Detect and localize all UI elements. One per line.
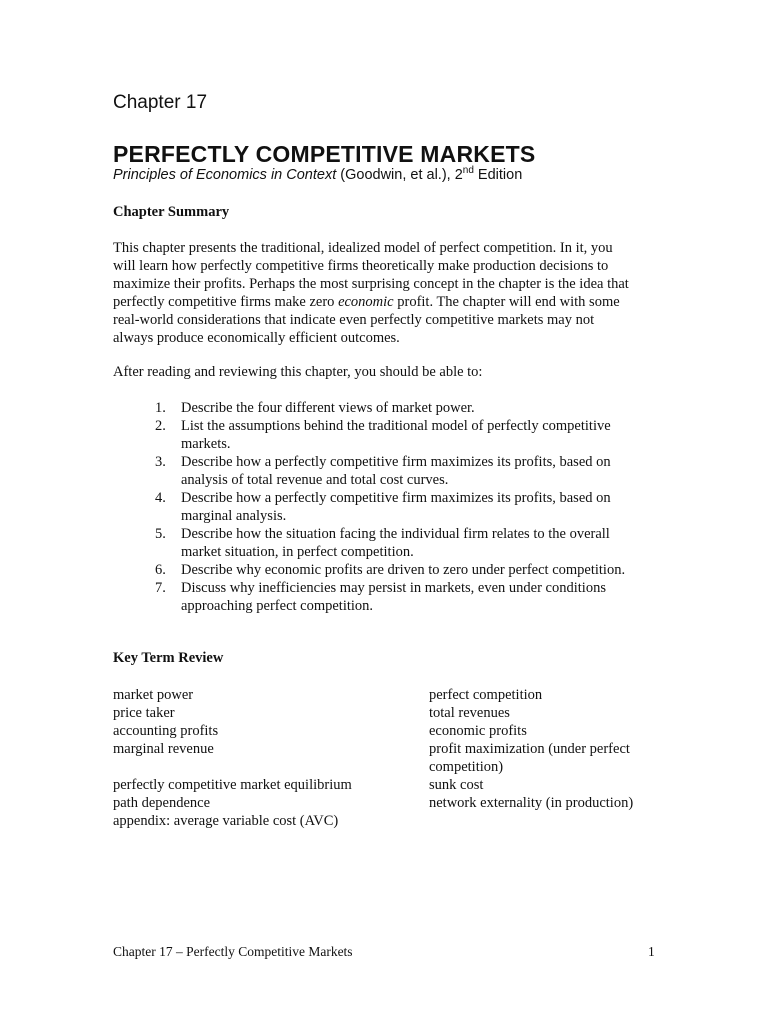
objective-text: Describe how a perfectly competitive firm maximizes its profits, based on marginal analysis. bbox=[181, 490, 611, 524]
objective-number: 7. bbox=[155, 580, 166, 596]
page-number: 1 bbox=[648, 944, 655, 959]
summary-line bbox=[113, 293, 653, 311]
objective-item bbox=[155, 417, 655, 453]
key-term: perfectly competitive market equilibrium bbox=[113, 777, 352, 793]
key-term: price taker bbox=[113, 705, 175, 721]
objectives-intro: After reading and reviewing this chapter, you should be able to: bbox=[113, 364, 483, 380]
edition-label: Edition bbox=[473, 167, 523, 183]
objectives-list bbox=[155, 399, 655, 615]
objective-number: 5. bbox=[155, 526, 166, 542]
book-authors: (Goodwin, et al.), 2 bbox=[336, 167, 463, 183]
summary-line: This chapter presents the traditional, idealized model of perfect competition. In it, you bbox=[113, 240, 613, 256]
key-term: total revenues bbox=[429, 705, 510, 721]
page-title: PERFECTLY COMPETITIVE MARKETS bbox=[113, 141, 536, 167]
footer-title: Chapter 17 – Perfectly Competitive Markets bbox=[113, 944, 353, 959]
key-term-spacer bbox=[113, 758, 413, 776]
key-term: network externality (in production) bbox=[429, 795, 634, 811]
summary-line: will learn how perfectly competitive firms theoretically make production decisions to bbox=[113, 258, 609, 274]
key-terms-heading: Key Term Review bbox=[113, 650, 224, 666]
objective-item bbox=[155, 525, 655, 561]
key-term: market power bbox=[113, 687, 194, 703]
key-terms-left-column bbox=[113, 686, 413, 830]
summary-line: real-world considerations that indicate even perfectly competitive markets may not bbox=[113, 312, 595, 328]
key-term: path dependence bbox=[113, 795, 211, 811]
objective-number: 6. bbox=[155, 562, 166, 578]
objective-text: List the assumptions behind the traditional model of perfectly competitive markets. bbox=[181, 418, 611, 452]
objective-item bbox=[155, 489, 655, 525]
summary-line: always produce economically efficient outcomes. bbox=[113, 330, 400, 346]
objective-text: Describe how the situation facing the individual firm relates to the overall market situation, in perfect competition. bbox=[181, 526, 610, 560]
objective-number: 4. bbox=[155, 490, 166, 506]
summary-text: profit. The chapter will end with some bbox=[393, 294, 620, 310]
key-terms-right-column bbox=[429, 686, 669, 812]
objective-item bbox=[155, 579, 655, 615]
summary-line: maximize their profits. Perhaps the most surprising concept in the chapter is the idea that bbox=[113, 276, 629, 292]
objective-text: Discuss why inefficiencies may persist in markets, even under conditions approaching perfect competition. bbox=[181, 580, 606, 614]
summary-heading: Chapter Summary bbox=[113, 204, 230, 220]
objective-number: 3. bbox=[155, 454, 166, 470]
key-term: economic profits bbox=[429, 723, 527, 739]
objective-item bbox=[155, 453, 655, 489]
objective-text: Describe how a perfectly competitive firm maximizes its profits, based on analysis of total revenue and total cost curves. bbox=[181, 454, 611, 488]
key-term: profit maximization (under perfect competition) bbox=[429, 741, 630, 775]
chapter-label: Chapter 17 bbox=[113, 92, 208, 113]
emphasis-text: economic bbox=[338, 294, 394, 310]
key-term: appendix: average variable cost (AVC) bbox=[113, 813, 339, 829]
key-term: sunk cost bbox=[429, 777, 484, 793]
objective-text: Describe the four different views of market power. bbox=[181, 400, 475, 416]
objective-number: 2. bbox=[155, 418, 166, 434]
objective-item bbox=[155, 561, 655, 579]
book-subtitle bbox=[113, 167, 522, 183]
edition-superscript: nd bbox=[462, 165, 474, 177]
summary-text: perfectly competitive firms make zero bbox=[113, 294, 339, 310]
summary-paragraph bbox=[113, 239, 653, 347]
objective-item bbox=[155, 399, 655, 417]
key-term: marginal revenue bbox=[113, 741, 214, 757]
objective-number: 1. bbox=[155, 400, 166, 416]
key-term: perfect competition bbox=[429, 687, 543, 703]
objective-text: Describe why economic profits are driven to zero under perfect competition. bbox=[181, 562, 626, 578]
book-title: Principles of Economics in Context bbox=[113, 167, 337, 183]
key-term: accounting profits bbox=[113, 723, 219, 739]
